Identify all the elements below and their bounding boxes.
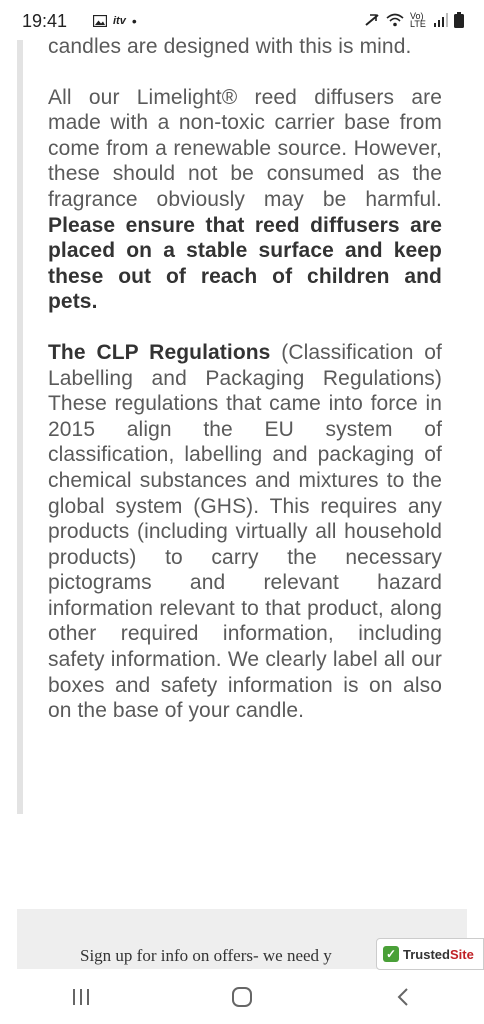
system-nav-bar: [0, 970, 484, 1024]
clp-heading: The CLP Regulations: [48, 340, 271, 364]
recent-apps-button[interactable]: [51, 977, 111, 1017]
check-icon: ✓: [383, 946, 399, 962]
article-paragraph: candles are designed with this is mind.: [48, 35, 412, 58]
back-icon: [396, 987, 410, 1007]
home-button[interactable]: [212, 977, 272, 1017]
no-sim-icon: [364, 13, 380, 27]
wifi-icon: [386, 13, 404, 27]
trustedsite-badge[interactable]: [376, 938, 484, 970]
blockquote-rule: [17, 40, 23, 814]
signal-icon: [434, 13, 448, 27]
status-time: 19:41: [22, 11, 68, 31]
status-left-icons: [93, 13, 137, 29]
recent-apps-icon: [72, 988, 90, 1006]
itv-icon: itv: [113, 15, 126, 27]
safety-warning: Please ensure that reed diffusers are placed on a stable surface and keep these out of reach of children and pets.: [48, 213, 442, 314]
dot-icon: •: [131, 13, 137, 29]
signup-text: Sign up for info on offers- we need y: [80, 946, 332, 965]
back-button[interactable]: [373, 977, 433, 1017]
volte-icon: Vo) LTE: [410, 11, 426, 29]
article-paragraph: All our Limelight® reed diffusers are made with a non-toxic carrier base from come from a renewable source. However, these should not be consumed as the fragrance obviously may be harmful. Please ensure that reed diffusers are placed on a stable surface and keep these out of reach of children and pets.: [48, 85, 442, 314]
battery-icon: [454, 12, 464, 28]
image-icon: [93, 15, 107, 27]
trusted-label: TrustedSite: [403, 946, 474, 962]
home-icon: [231, 986, 253, 1008]
article-paragraph: The CLP Regulations (Classification of Labelling and Packaging Regulations) These regulations that came into force in 2015 align the EU system of classification, labelling and packaging of chemical substances and mixtures to the global system (GHS). This requires any products (including virtually all household products) to carry the necessary pictograms and relevant hazard information relevant to that product, along other required information, including safety information. We clearly label all our boxes and safety information is on also on the base of your candle.: [48, 340, 442, 723]
article-body: [48, 34, 442, 749]
status-right-icons: [364, 12, 464, 28]
